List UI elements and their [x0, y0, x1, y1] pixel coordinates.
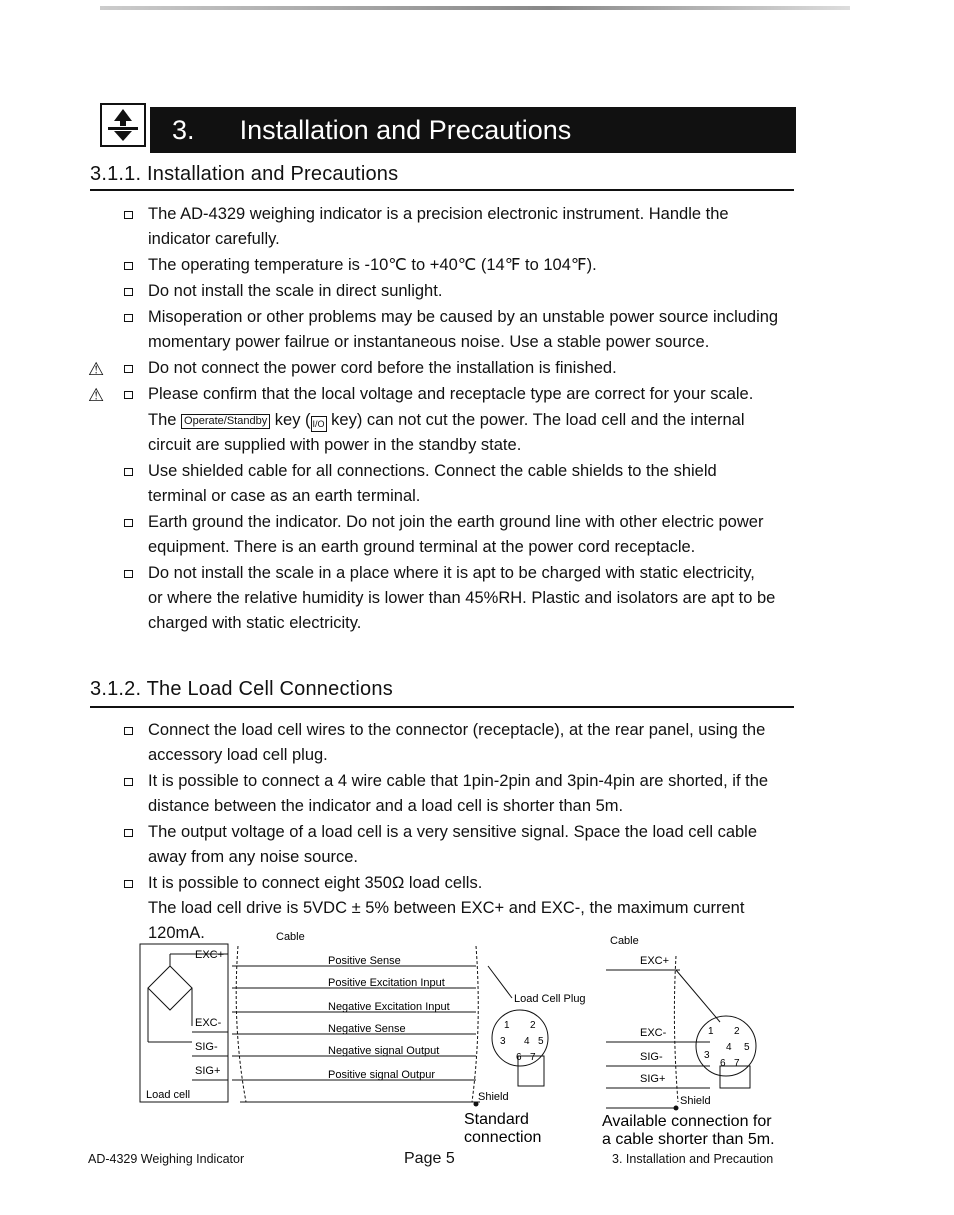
load-cell-wiring-diagram [120, 926, 800, 1151]
key-note [90, 408, 796, 458]
bullet-box-icon [124, 262, 133, 270]
plug-left-pins [500, 1020, 544, 1063]
svg-text:4: 4 [524, 1036, 530, 1047]
bullet-box-icon [124, 778, 133, 786]
list-item [90, 305, 796, 355]
plug-right-pins [704, 1026, 750, 1069]
item-line: Do not install the scale in direct sunlight. [148, 282, 443, 300]
item-line: Use shielded cable for all connections. Connect the cable shields to the shield [148, 462, 717, 480]
item-line: Connect the load cell wires to the connector (receptacle), at the rear panel, using the [148, 721, 766, 739]
svg-text:1: 1 [708, 1026, 714, 1037]
item-line: distance between the indicator and a load cell is shorter than 5m. [148, 797, 624, 815]
bullet-box-icon [124, 519, 133, 527]
list-item [90, 202, 796, 252]
key-note-line [148, 408, 796, 433]
plug-label: Load Cell Plug [514, 993, 586, 1005]
terminal-sig-plus: SIG+ [195, 1065, 221, 1077]
caption-left-1: Standard [464, 1111, 529, 1128]
section-title-2: 3.1.2. The Load Cell Connections [90, 678, 393, 700]
chapter-number: 3. [172, 115, 195, 145]
svg-text:5: 5 [538, 1036, 544, 1047]
bullet-box-icon [124, 288, 133, 296]
list-item [90, 718, 796, 768]
svg-text:7: 7 [734, 1058, 740, 1069]
bullet-box-icon [124, 727, 133, 735]
bullet-box-icon [124, 829, 133, 837]
section-title-1: 3.1.1. Installation and Precautions [90, 163, 399, 185]
footer-left: AD-4329 Weighing Indicator [88, 1152, 245, 1166]
right-terminal-exc-plus: EXC+ [640, 955, 670, 967]
cable-label-left: Cable [276, 931, 305, 943]
caption-right-1: Available connection for [602, 1113, 772, 1130]
chapter-banner [100, 101, 796, 153]
section1-items [90, 202, 796, 637]
bullet-box-icon [124, 880, 133, 888]
scan-edge [100, 6, 850, 10]
svg-text:5: 5 [744, 1042, 750, 1053]
item-line: charged with static electricity. [148, 614, 362, 632]
terminal-sig-minus: SIG- [195, 1041, 218, 1053]
cable-label-right: Cable [610, 935, 639, 947]
svg-text:6: 6 [516, 1052, 522, 1063]
item-line: equipment. There is an earth ground terminal at the power cord receptacle. [148, 538, 696, 556]
item-line: indicator carefully. [148, 230, 280, 248]
list-item [90, 820, 796, 870]
item-line: Please confirm that the local voltage and receptacle type are correct for your scale. [148, 385, 754, 403]
section-rule-2 [90, 706, 794, 708]
bullet-box-icon [124, 468, 133, 476]
item-line: momentary power failrue or instantaneous noise. Use a stable power source. [148, 333, 710, 351]
load-cell-label: Load cell [146, 1089, 191, 1101]
bullet-box-icon [124, 570, 133, 578]
key-note-post: key) can not cut the power. The load cell and the internal [326, 411, 745, 429]
terminal-exc-minus: EXC- [195, 1017, 222, 1029]
svg-text:1: 1 [504, 1020, 510, 1031]
left-terminals [195, 949, 224, 1077]
footer-page: Page 5 [404, 1150, 455, 1167]
svg-text:4: 4 [726, 1042, 732, 1053]
bullet-box-icon [124, 211, 133, 219]
list-item [90, 510, 796, 560]
item-line: Earth ground the indicator. Do not join the earth ground line with other electric power [148, 513, 764, 531]
item-line: The output voltage of a load cell is a very sensitive signal. Space the load cell cable [148, 823, 758, 841]
chapter-title-bar [150, 107, 796, 153]
item-line: Do not connect the power cord before the installation is finished. [148, 359, 617, 377]
item-line: terminal or case as an earth terminal. [148, 487, 421, 505]
wire-negative-excitation: Negative Excitation Input [328, 1001, 450, 1013]
bullet-box-icon [124, 314, 133, 322]
list-item [90, 356, 796, 381]
list-item [90, 382, 796, 407]
wire-negative-sense: Negative Sense [328, 1023, 406, 1035]
section-rule-1 [90, 189, 794, 191]
warning-icon: ⚠ [88, 359, 105, 379]
wire-negative-signal: Negative signal Output [328, 1045, 440, 1057]
section2-items [90, 718, 796, 947]
item-line: Do not install the scale in a place where it is apt to be charged with static electricity, [148, 564, 755, 582]
item-line: It is possible to connect eight 350Ω load cells. [148, 874, 483, 892]
shield-label-left: Shield [478, 1091, 509, 1103]
svg-text:3: 3 [500, 1036, 506, 1047]
list-item [90, 253, 796, 278]
item-line: The load cell drive is 5VDC ± 5% between EXC+ and EXC-, the maximum current 120mA. [148, 899, 745, 942]
wire-positive-signal: Positive signal Outpur [328, 1069, 435, 1081]
right-terminal-sig-plus: SIG+ [640, 1073, 666, 1085]
terminal-exc-plus: EXC+ [195, 949, 225, 961]
item-line: accessory load cell plug. [148, 746, 328, 764]
item-line: The AD-4329 weighing indicator is a precision electronic instrument. Handle the [148, 205, 729, 223]
list-item [90, 769, 796, 819]
item-line: or where the relative humidity is lower than 45%RH. Plastic and isolators are apt to be [148, 589, 776, 607]
svg-text:2: 2 [734, 1026, 740, 1037]
shield-label-right: Shield [680, 1095, 711, 1107]
wire-positive-sense: Positive Sense [328, 955, 401, 967]
installation-icon [100, 103, 146, 147]
power-key-icon: I/O [311, 416, 327, 432]
bullet-box-icon [124, 365, 133, 373]
svg-text:6: 6 [720, 1058, 726, 1069]
wire-positive-excitation: Positive Excitation Input [328, 977, 445, 989]
right-terminal-exc-minus: EXC- [640, 1027, 667, 1039]
wire-labels [328, 955, 450, 1081]
item-line: away from any noise source. [148, 848, 359, 866]
svg-text:3: 3 [704, 1050, 710, 1061]
footer-right: 3. Installation and Precaution [612, 1152, 774, 1166]
caption-right-2: a cable shorter than 5m. [602, 1131, 775, 1148]
list-item [90, 561, 796, 636]
warning-icon: ⚠ [88, 385, 105, 405]
list-item [90, 279, 796, 304]
svg-text:7: 7 [530, 1052, 536, 1063]
item-line: The operating temperature is -10℃ to +40℃ (14℉ to 104℉). [148, 256, 597, 274]
operate-standby-key: Operate/Standby [181, 414, 270, 429]
right-terminal-sig-minus: SIG- [640, 1051, 663, 1063]
item-line: It is possible to connect a 4 wire cable that 1pin-2pin and 3pin-4pin are shorted, if the [148, 772, 769, 790]
chapter-title: Installation and Precautions [239, 115, 572, 145]
key-note-pre: The [148, 411, 177, 429]
bullet-box-icon [124, 391, 133, 399]
item-line: Misoperation or other problems may be caused by an unstable power source including [148, 308, 779, 326]
list-item [90, 459, 796, 509]
svg-text:2: 2 [530, 1020, 536, 1031]
caption-left-2: connection [464, 1129, 542, 1146]
key-note-line2: circuit are supplied with power in the standby state. [148, 436, 522, 454]
key-note-mid: key ( [274, 411, 311, 429]
